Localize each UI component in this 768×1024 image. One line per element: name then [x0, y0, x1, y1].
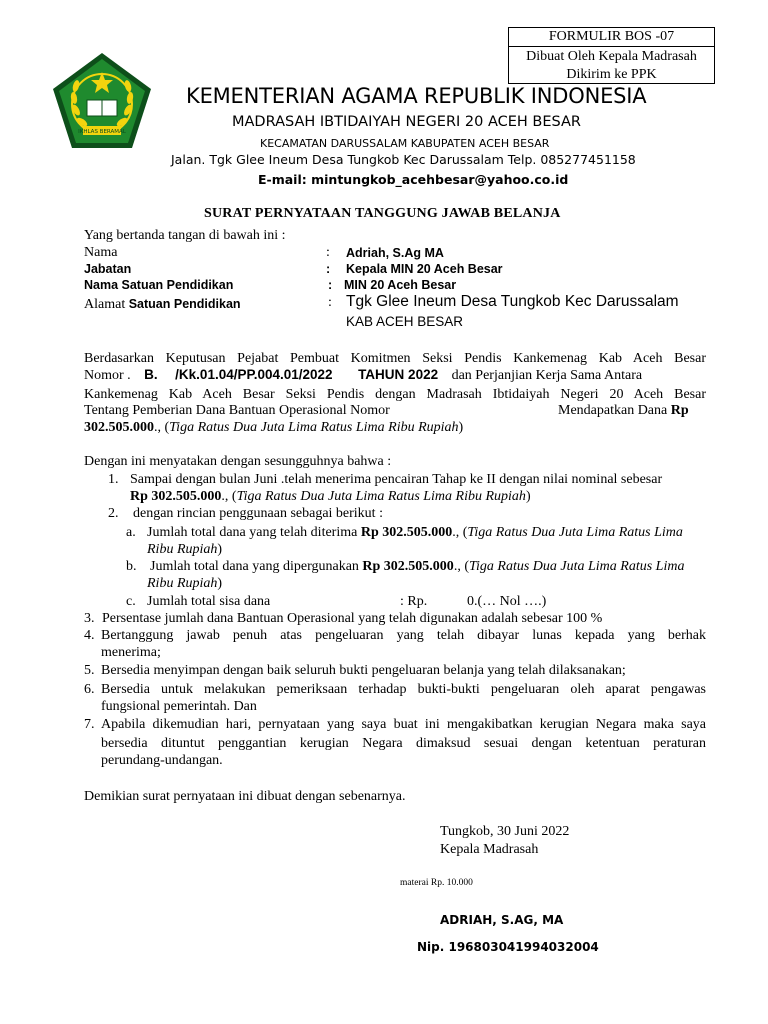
item-c-value: 0.(… Nol ….)	[467, 594, 547, 609]
alamat-value-1: Tgk Glee Ineum Desa Tungkob Kec Darussalam	[346, 293, 679, 310]
item-b-words-2: Ribu Rupiah	[147, 576, 218, 591]
satuan-colon: :	[328, 278, 333, 292]
place-date: Tungkob, 30 Juni 2022	[440, 824, 570, 839]
item1-paren-close: )	[525, 489, 531, 504]
item-b-text-2	[147, 576, 222, 592]
p1-tentang: Tentang Pemberian Dana Bantuan Operasional Nomor	[84, 403, 390, 418]
item4-text: Bertanggung jawab penuh atas pengeluaran yang telah dibayar lunas kepada yang berhak	[101, 628, 706, 643]
paragraph1-line1: Berdasarkan Keputusan Pejabat Pembuat Komitmen Seksi Pendis Kankemenag Kab Aceh Besar	[84, 351, 706, 366]
item7-text: Apabila dikemudian hari, pernyataan yang saya buat ini mengakibatkan kerugian Negara maka saya	[101, 717, 706, 732]
satuan-label: Nama Satuan Pendidikan	[84, 278, 234, 292]
item7-text-3: perundang-undangan.	[101, 753, 223, 768]
item-b-text	[150, 559, 684, 575]
item3-number: 3.	[84, 611, 95, 626]
district-name: KECAMATAN DARUSSALAM KABUPATEN ACEH BESAR	[260, 137, 550, 150]
item-a-letter: a.	[126, 525, 136, 540]
alamat-value-2: KAB ACEH BESAR	[346, 314, 464, 329]
item2-number: 2.	[108, 506, 119, 521]
p1-rp: Rp	[670, 403, 689, 418]
form-note-1: Dibuat Oleh Kepala Madrasah	[526, 49, 697, 64]
nama-value: Adriah, S.Ag MA	[346, 246, 444, 260]
ministry-logo	[50, 50, 154, 154]
item-b-paren-close: )	[217, 576, 223, 591]
satuan-value: MIN 20 Aceh Besar	[344, 278, 457, 292]
p1-mendapatkan	[558, 403, 689, 419]
p1-amount-words: Tiga Ratus Dua Juta Lima Ratus Lima Ribu Rupiah	[169, 420, 459, 435]
school-address: Jalan. Tgk Glee Ineum Desa Tungkob Kec Darussalam Telp. 085277451158	[171, 152, 636, 167]
item-a-text	[147, 525, 683, 541]
item2-text: dengan rincian penggunaan sebagai berikut :	[133, 506, 383, 521]
p1-paren-close: )	[458, 420, 464, 435]
school-email: E-mail: mintungkob_acehbesar@yahoo.co.id	[258, 172, 569, 187]
item7-text-2: bersedia dituntut penggantian kerugian Negara dimaksud sesuai dengan ketentuan peraturan	[101, 736, 706, 751]
item-b-amount: Rp 302.505.000	[362, 559, 454, 574]
p1-paren-open: ., (	[154, 420, 170, 435]
paragraph1-line5	[84, 420, 463, 436]
item1-amount: Rp 302.505.000	[130, 489, 222, 504]
p1-dan: dan Perjanjian Kerja Sama Antara	[451, 368, 643, 383]
form-code: FORMULIR BOS -07	[509, 28, 714, 47]
item-a-amount: Rp 302.505.000	[360, 525, 453, 540]
item6-text: Bersedia untuk melakukan pemeriksaan terhadap bukti-bukti pengeluaran oleh aparat pengawas	[101, 682, 706, 697]
document-title: SURAT PERNYATAAN TANGGUNG JAWAB BELANJA	[204, 206, 561, 221]
item1-paren-open: ., (	[221, 489, 237, 504]
item1-amount-line	[130, 489, 531, 505]
item1-number: 1.	[108, 472, 119, 487]
paragraph1-line3: Kankemenag Kab Aceh Besar Seksi Pendis dengan Madrasah Ibtidaiyah Negeri 20 Aceh Besar	[84, 387, 706, 402]
alamat-label-1: Alamat	[84, 297, 129, 312]
p1-number: /Kk.01.04/PP.004.01/2022	[175, 367, 333, 382]
signatory-name: ADRIAH, S.AG, MA	[440, 913, 564, 927]
item-c-label: Jumlah total sisa dana	[147, 594, 271, 609]
item1-text: Sampai dengan bulan Juni .telah menerima pencairan Tahap ke II dengan nilai nominal sebesar	[130, 472, 663, 487]
item-b-letter: b.	[126, 559, 137, 574]
item-a-paren: ., (	[452, 525, 468, 540]
alamat-label	[84, 295, 241, 313]
item-c-rp: : Rp.	[400, 594, 428, 609]
item-a-paren-close: )	[217, 542, 223, 557]
nama-label: Nama	[84, 245, 118, 260]
item4-text-2: menerima;	[101, 645, 161, 660]
item-a-text-2	[147, 542, 222, 558]
item1-amount-words: Tiga Ratus Dua Juta Lima Ratus Lima Ribu Rupiah	[236, 489, 526, 504]
item6-text-2: fungsional pemerintah. Dan	[101, 699, 257, 714]
statement-intro: Dengan ini menyatakan dengan sesungguhnya bahwa :	[84, 454, 392, 469]
item-a-words-2: Ribu Rupiah	[147, 542, 218, 557]
item5-number: 5.	[84, 663, 95, 678]
jabatan-value: Kepala MIN 20 Aceh Besar	[346, 262, 503, 276]
item-c-letter: c.	[126, 594, 136, 609]
p1-nomor: Nomor .	[84, 368, 131, 383]
intro-text: Yang bertanda tangan di bawah ini :	[84, 228, 286, 243]
item-b-words: Tiga Ratus Dua Juta Lima Ratus Lima	[468, 559, 685, 574]
p1-mendapatkan-text: Mendapatkan Dana	[558, 403, 668, 418]
alamat-colon: :	[328, 295, 332, 310]
item4-number: 4.	[84, 628, 95, 643]
item7-number: 7.	[84, 717, 95, 732]
ministry-name: KEMENTERIAN AGAMA REPUBLIK INDONESIA	[186, 84, 647, 108]
item6-number: 6.	[84, 682, 95, 697]
school-name: MADRASAH IBTIDAIYAH NEGERI 20 ACEH BESAR	[232, 114, 581, 130]
logo-motto: IKHLAS BERAMAL	[78, 129, 126, 135]
item3-text: Persentase jumlah dana Bantuan Operasional yang telah digunakan adalah sebesar 100 %	[102, 611, 603, 626]
item-a-words: Tiga Ratus Dua Juta Lima Ratus Lima	[467, 525, 683, 540]
nama-colon: :	[326, 245, 330, 260]
form-code-box	[508, 27, 715, 84]
p1-amount: 302.505.000	[84, 420, 154, 435]
form-note-2: Dikirim ke PPK	[566, 67, 657, 82]
p1-b: B.	[144, 367, 158, 382]
item-b-label: Jumlah total dana yang dipergunakan	[150, 559, 363, 574]
signatory-nip: Nip. 196803041994032004	[417, 940, 599, 954]
closing-text: Demikian surat pernyataan ini dibuat dengan sebenarnya.	[84, 789, 406, 804]
signatory-role: Kepala Madrasah	[440, 842, 539, 857]
item-b-paren: ., (	[453, 559, 469, 574]
item-a-label: Jumlah total dana yang telah diterima	[147, 525, 361, 540]
stamp-note: materai Rp. 10.000	[400, 878, 473, 888]
alamat-label-2: Satuan Pendidikan	[128, 297, 241, 311]
jabatan-colon: :	[326, 262, 331, 276]
item5-text: Bersedia menyimpan dengan baik seluruh bukti pengeluaran belanja yang telah dilaksanakan;	[101, 663, 626, 678]
p1-tahun: TAHUN 2022	[358, 367, 439, 382]
paragraph1-line2	[84, 367, 706, 384]
jabatan-label: Jabatan	[84, 262, 132, 276]
